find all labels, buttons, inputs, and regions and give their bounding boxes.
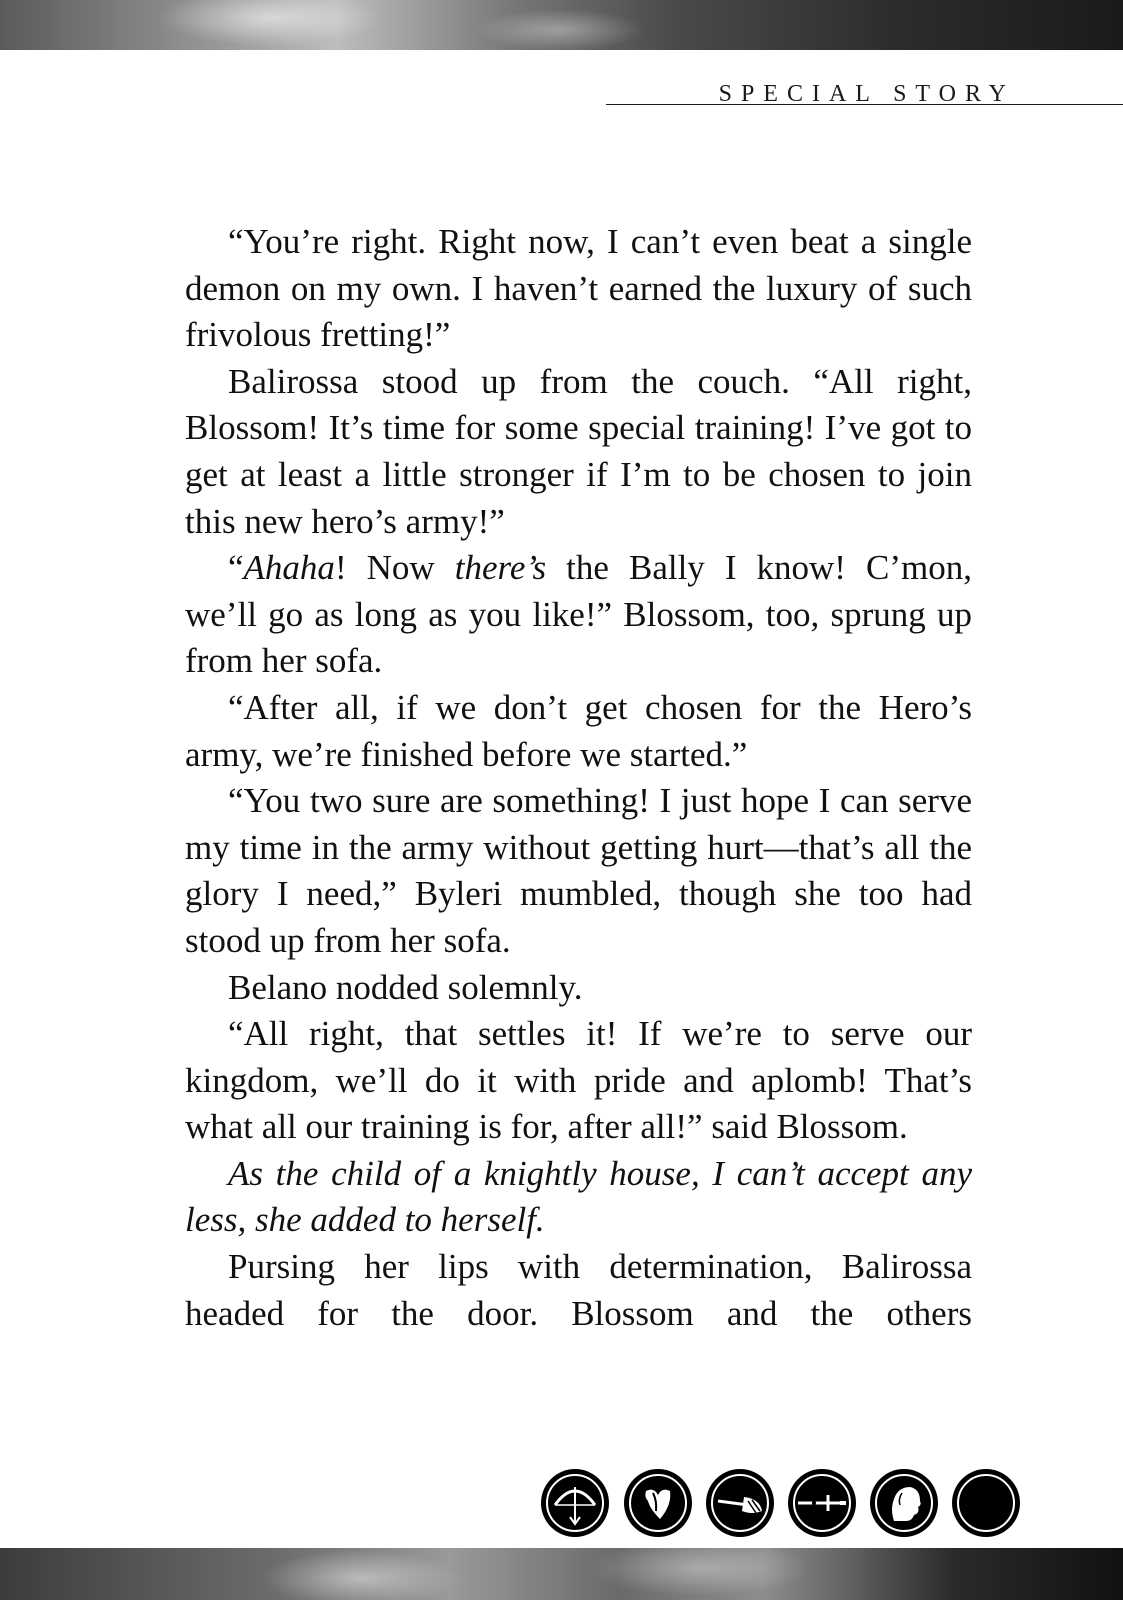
story-paragraph: [185, 1151, 972, 1244]
emblem-row: [540, 1471, 1020, 1541]
section-header: SPECIAL STORY: [718, 81, 1015, 107]
story-paragraph: [185, 965, 972, 1012]
story-paragraph: [185, 685, 972, 778]
text-run: “After all, if we don’t get chosen for the Hero’s army, we’re finished before we started.”: [185, 687, 972, 774]
story-paragraph: [185, 1011, 972, 1151]
sword-icon: [790, 1471, 854, 1535]
story-paragraph: [185, 219, 972, 359]
italic-text-run: there’s: [454, 548, 547, 588]
text-run: “: [228, 548, 244, 588]
blank-emblem-icon: [954, 1471, 1018, 1535]
heart-icon: [626, 1471, 690, 1535]
text-run: Balirossa stood up from the couch. “All right, Blossom! It’s time for some special training! I’ve got to get at least a little stronger if I’m to be chosen to join this new hero’s army!”: [185, 361, 972, 541]
text-run: ! Now: [334, 548, 455, 588]
wing-icon: [708, 1471, 772, 1535]
bow-icon: [543, 1471, 607, 1535]
story-paragraph: [185, 545, 972, 685]
story-paragraph: [185, 359, 972, 545]
profile-head-icon: [872, 1471, 936, 1535]
text-run: the Bally I know! C’mon, we’ll go as long as you like!” Blossom, too, sprung up from her sofa.: [185, 548, 972, 681]
text-run: Pursing her lips with determination, Balirossa headed for the door. Blossom and the others: [185, 1247, 972, 1333]
story-paragraph: [185, 778, 972, 964]
bottom-decorative-band: [0, 1548, 1123, 1600]
top-decorative-band: [0, 0, 1123, 50]
text-run: “You two sure are something! I just hope I can serve my time in the army without getting hurt—that’s all the glory I need,” Byleri mumbled, though she too had stood up from her sofa.: [185, 781, 972, 960]
italic-text-run: Ahaha: [243, 548, 335, 588]
header-rule: [606, 104, 1123, 105]
text-run: Belano nodded solemnly.: [228, 967, 583, 1007]
text-run: “You’re right. Right now, I can’t even beat a single demon on my own. I haven’t earned the luxury of such frivolous fretting!”: [185, 222, 972, 355]
story-paragraph: [185, 1244, 972, 1337]
story-text: [185, 219, 972, 1337]
text-run: “All right, that settles it! If we’re to serve our kingdom, we’ll do it with pride and aplomb! That’s what all our training is for, after all!” said Blossom.: [185, 1014, 972, 1147]
italic-text-run: As the child of a knightly house, I can’t accept any less, she added to herself.: [185, 1153, 972, 1240]
